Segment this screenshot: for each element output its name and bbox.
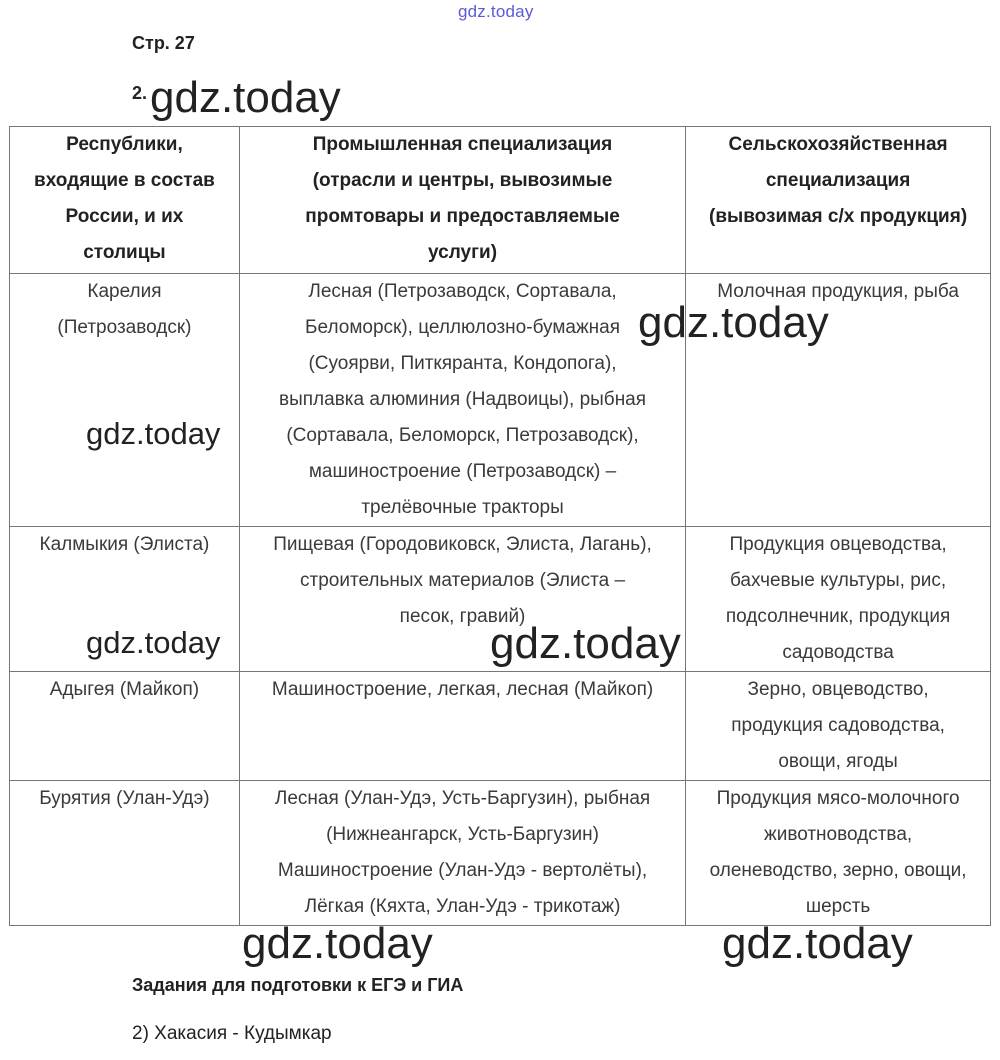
header-line: столицы bbox=[83, 242, 166, 263]
cell-industry bbox=[239, 672, 685, 781]
cell-line: выплавка алюминия (Надвоицы), рыбная bbox=[279, 389, 647, 410]
cell-line: бахчевые культуры, рис, bbox=[729, 570, 947, 591]
table-row bbox=[10, 672, 991, 781]
cell-republic bbox=[10, 672, 240, 781]
cell-line: садоводства bbox=[782, 642, 894, 663]
table-row bbox=[10, 781, 991, 926]
cell-line: Лёгкая (Кяхта, Улан-Удэ - трикотаж) bbox=[304, 896, 621, 917]
cell-industry bbox=[239, 781, 685, 926]
header-line: Промышленная специализация bbox=[312, 134, 613, 155]
answer-text: 2) Хакасия - Кудымкар bbox=[132, 1023, 332, 1044]
cell-industry bbox=[239, 274, 685, 527]
cell-line: Бурятия (Улан-Удэ) bbox=[39, 788, 210, 809]
section-title: Задания для подготовки к ЕГЭ и ГИА bbox=[132, 975, 464, 995]
table-row bbox=[10, 527, 991, 672]
header-line: промтовары и предоставляемые bbox=[305, 206, 620, 227]
header-line: специализация bbox=[765, 170, 911, 191]
cell-line: (Суоярви, Питкяранта, Кондопога), bbox=[308, 353, 617, 374]
cell-line: Продукция мясо-молочного bbox=[716, 788, 960, 809]
cell-line: Лесная (Улан-Удэ, Усть-Баргузин), рыбная bbox=[274, 788, 651, 809]
watermark: gdz.today bbox=[150, 73, 341, 122]
cell-line: Карелия bbox=[87, 281, 162, 302]
cell-agriculture bbox=[686, 274, 991, 527]
cell-line: Лесная (Петрозаводск, Сортавала, bbox=[308, 281, 617, 302]
cell-line: продукция садоводства, bbox=[731, 715, 945, 736]
cell-line: Адыгея (Майкоп) bbox=[49, 679, 200, 700]
cell-line: Беломорск), целлюлозно-бумажная bbox=[305, 317, 621, 338]
cell-line: животноводства, bbox=[764, 824, 913, 845]
task-number: 2. bbox=[132, 83, 148, 103]
cell-line: овощи, ягоды bbox=[778, 751, 898, 772]
table-row bbox=[10, 274, 991, 527]
cell-republic bbox=[10, 527, 240, 672]
page-label: Стр. 27 bbox=[132, 33, 195, 53]
cell-line: Машиностроение (Улан-Удэ - вертолёты), bbox=[277, 860, 648, 881]
cell-line: Калмыкия (Элиста) bbox=[39, 534, 210, 555]
header-republics bbox=[10, 127, 240, 274]
cell-line: песок, гравий) bbox=[399, 606, 526, 627]
cell-line: (Нижнеангарск, Усть-Баргузин) bbox=[326, 824, 599, 845]
cell-line: подсолнечник, продукция bbox=[725, 606, 951, 627]
header-watermark[interactable]: gdz.today bbox=[458, 2, 534, 21]
cell-agriculture bbox=[686, 672, 991, 781]
header-line: входящие в состав bbox=[34, 170, 215, 191]
header-industry bbox=[239, 127, 685, 274]
watermark: gdz.today bbox=[722, 919, 913, 968]
cell-republic bbox=[10, 274, 240, 527]
cell-line: Машиностроение, легкая, лесная (Майкоп) bbox=[271, 679, 654, 700]
table-header-row bbox=[10, 127, 991, 274]
cell-line: Молочная продукция, рыба bbox=[717, 281, 959, 302]
header-line: Сельскохозяйственная bbox=[728, 134, 948, 155]
cell-line: машиностроение (Петрозаводск) – bbox=[308, 461, 617, 482]
cell-line: (Сортавала, Беломорск, Петрозаводск), bbox=[286, 425, 639, 446]
header-line: России, и их bbox=[65, 206, 184, 227]
cell-line: (Петрозаводск) bbox=[57, 317, 192, 338]
header-agriculture bbox=[686, 127, 991, 274]
header-line: услуги) bbox=[428, 242, 498, 263]
cell-agriculture bbox=[686, 781, 991, 926]
watermark: gdz.today bbox=[490, 619, 681, 668]
cell-agriculture bbox=[686, 527, 991, 672]
cell-industry bbox=[239, 527, 685, 672]
cell-line: оленеводство, зерно, овощи, bbox=[709, 860, 967, 881]
cell-line: Пищевая (Городовиковск, Элиста, Лагань), bbox=[273, 534, 652, 555]
watermark: gdz.today bbox=[86, 416, 221, 451]
watermark: gdz.today bbox=[86, 625, 221, 660]
cell-republic bbox=[10, 781, 240, 926]
header-line: (вывозимая с/х продукция) bbox=[709, 206, 968, 227]
cell-line: Продукция овцеводства, bbox=[729, 534, 947, 555]
header-line: Республики, bbox=[66, 134, 183, 155]
cell-line: строительных материалов (Элиста – bbox=[300, 570, 626, 591]
cell-line: Зерно, овцеводство, bbox=[747, 679, 929, 700]
cell-line: шерсть bbox=[805, 896, 871, 917]
specialization-table bbox=[9, 126, 991, 926]
cell-line: трелёвочные тракторы bbox=[361, 497, 564, 518]
watermark: gdz.today bbox=[638, 298, 829, 347]
watermark: gdz.today bbox=[242, 919, 433, 968]
header-line: (отрасли и центры, вывозимые bbox=[312, 170, 613, 191]
